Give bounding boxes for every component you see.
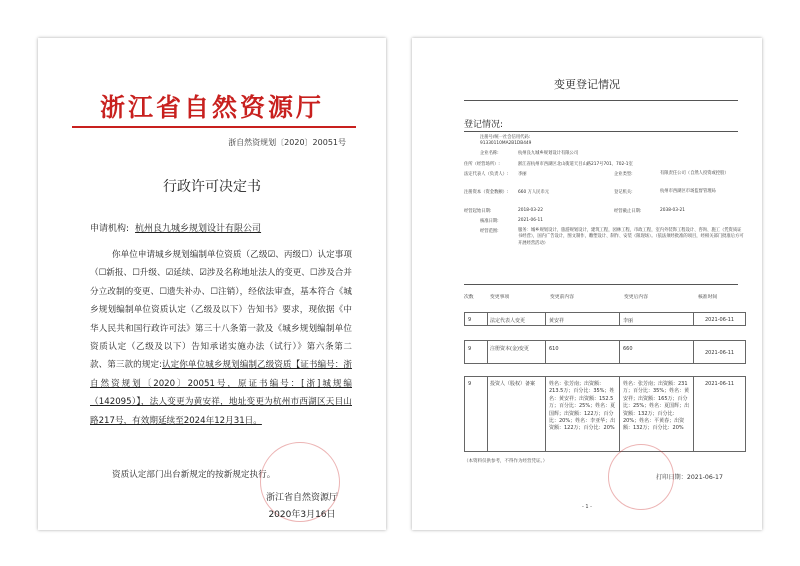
row-after: 660	[623, 346, 633, 352]
address-label: 住所（经营场所）:	[464, 162, 500, 167]
permit-decision-page	[38, 38, 386, 530]
credit-code-label: 注册号/统一社会信用代码:	[480, 135, 531, 140]
term-end-value: 2038-03-21	[660, 208, 685, 213]
table-row	[464, 376, 746, 452]
row-before: 姓名：张芳南；出资额：213.5万；百分比：35%；姓名：黄安祥；出资额：152.5万；百分比：25%；姓名：夏国辉；出资额：122万；百分比：20%；姓名：李亚华；出资额：122万；百分比：20%	[549, 381, 616, 432]
legal-rep-value: 李丽	[518, 172, 527, 177]
row-date: 2021-06-11	[705, 350, 735, 356]
decision-underlined-text: 认定你单位城乡规划编制乙级资质【证书编号：浙自然资规划〔2020〕20051号，原证书编号：[浙]城规编（142095）】，法人变更为黄安祥，地址变更为杭州市西湖区天目山路217号，有效期延续至2024年12月31日。	[90, 360, 352, 426]
print-date: 打印日期：2021-06-17	[656, 474, 723, 481]
applicant-label: 申请机构:	[90, 224, 130, 234]
capital-label: 注册资本（资金数额）:	[464, 190, 509, 195]
reference-footnote: （本资料仅供参考，不得作为经营凭证。）	[464, 459, 548, 464]
company-name-value: 杭州良九城乡规划设计有限公司	[518, 151, 579, 156]
decision-note: 资质认定部门出台新规定的按新规定执行。	[112, 470, 276, 480]
capital-value: 660 万人民币元	[518, 190, 550, 195]
red-header-rule	[72, 126, 356, 128]
term-start-value: 2018-03-22	[518, 208, 543, 213]
row-date: 2021-06-11	[705, 381, 735, 387]
row-after: 姓名：张芳南；出资额：231万；百分比：35%；姓名：黄安祥；出资额：165万；百分比：25%；姓名：夏国辉；出资额：132万；百分比：20%；姓名：平黄春；出资额：132万；百分比：20%	[623, 381, 690, 432]
header-after: 变更后内容	[624, 295, 648, 300]
table-header	[464, 288, 746, 304]
row-before: 610	[549, 346, 559, 352]
address-value: 浙江省杭州市西湖区北山街道天目山路217号701、702-1室	[518, 162, 633, 167]
approval-date-value: 2021-06-11	[518, 218, 543, 223]
subtitle-rule	[464, 131, 738, 132]
header-count: 次数	[464, 295, 474, 300]
header-date: 核准时间	[698, 295, 718, 300]
company-type-label: 企业类型:	[614, 172, 633, 177]
decision-text: 你单位申请城乡规划编制单位资质（乙级☑、丙级☐）认定事项（☐新报、☐升级、☑延续、☑涉及名称地址法人的变更、☐涉及合并分立改制的变更、☐遗失补办、☐注销），经依法审查，基本符合《城乡规划编制单位资质认定（乙级及以下）告知书》要求，现依据《中华人民共和国行政许可法》第三十八条第一款及《城乡规划编制单位资质认定（乙级及以下）告知承诺实施办法（试行）》第六条第二款、第三款的规定:	[90, 250, 352, 371]
legal-rep-label: 法定代表人（负责人）:	[464, 172, 509, 177]
row-item: 法定代表人变更	[490, 318, 526, 324]
change-registration-title: 变更登记情况	[554, 78, 620, 91]
row-date: 2021-06-11	[705, 317, 735, 323]
authority-label: 登记机关:	[614, 190, 633, 195]
change-registration-page	[412, 38, 762, 530]
page-number: - 1 -	[582, 504, 592, 510]
company-type-value: 有限责任公司（自然人投资或控股）	[660, 171, 729, 176]
row-before: 黄安祥	[549, 318, 565, 324]
row-count: 9	[468, 317, 472, 323]
row-item: 投资人（股权）备案	[490, 381, 536, 387]
approval-date-label: 核准日期:	[480, 219, 499, 224]
term-start-label: 经营起始日期:	[464, 209, 492, 214]
header-item: 变更事项	[490, 295, 510, 300]
company-name-label: 企业名称:	[480, 151, 499, 156]
decision-body	[90, 246, 352, 430]
document-title: 行政许可决定书	[163, 179, 261, 195]
header-before: 变更前内容	[550, 295, 574, 300]
registration-subtitle: 登记情况:	[464, 120, 504, 130]
signature-date: 2020年3月16日	[268, 510, 336, 520]
row-after: 李丽	[623, 318, 634, 324]
term-end-label: 经营截止日期:	[614, 209, 642, 214]
business-scope-value: 服务：城乡规划设计，旅游规划设计，建筑工程，园林工程，市政工程，室内外装饰工程设计、咨询、施工（凭资质证书经营），国内广告设计，图文制作，雕塑设计、制作、安装（限现场）。（依法须经批准的项目，经相关部门批准后方可开展经营活动）	[518, 228, 744, 246]
business-scope-label: 经营范围:	[480, 229, 499, 234]
issuer-header: 浙江省自然资源厅	[99, 93, 324, 122]
applicant-name: 杭州良九城乡规划设计有限公司	[135, 224, 262, 234]
document-number: 浙自然资规划〔2020〕20051号	[228, 138, 346, 147]
table-row	[464, 340, 746, 364]
signature-block	[266, 490, 338, 524]
table-top-rule	[464, 284, 738, 285]
table-row	[464, 312, 746, 326]
signature-org: 浙江省自然资源厅	[265, 493, 338, 503]
authority-value: 杭州市西湖区市场监督管理局	[660, 189, 716, 194]
row-item: 注册资本(金)变更	[490, 346, 529, 352]
applicant-line	[90, 221, 261, 234]
credit-code-value: 91330110MA2B1DB449	[480, 141, 532, 146]
title-rule	[464, 100, 738, 101]
row-count: 9	[468, 346, 472, 352]
row-count: 9	[468, 381, 472, 387]
